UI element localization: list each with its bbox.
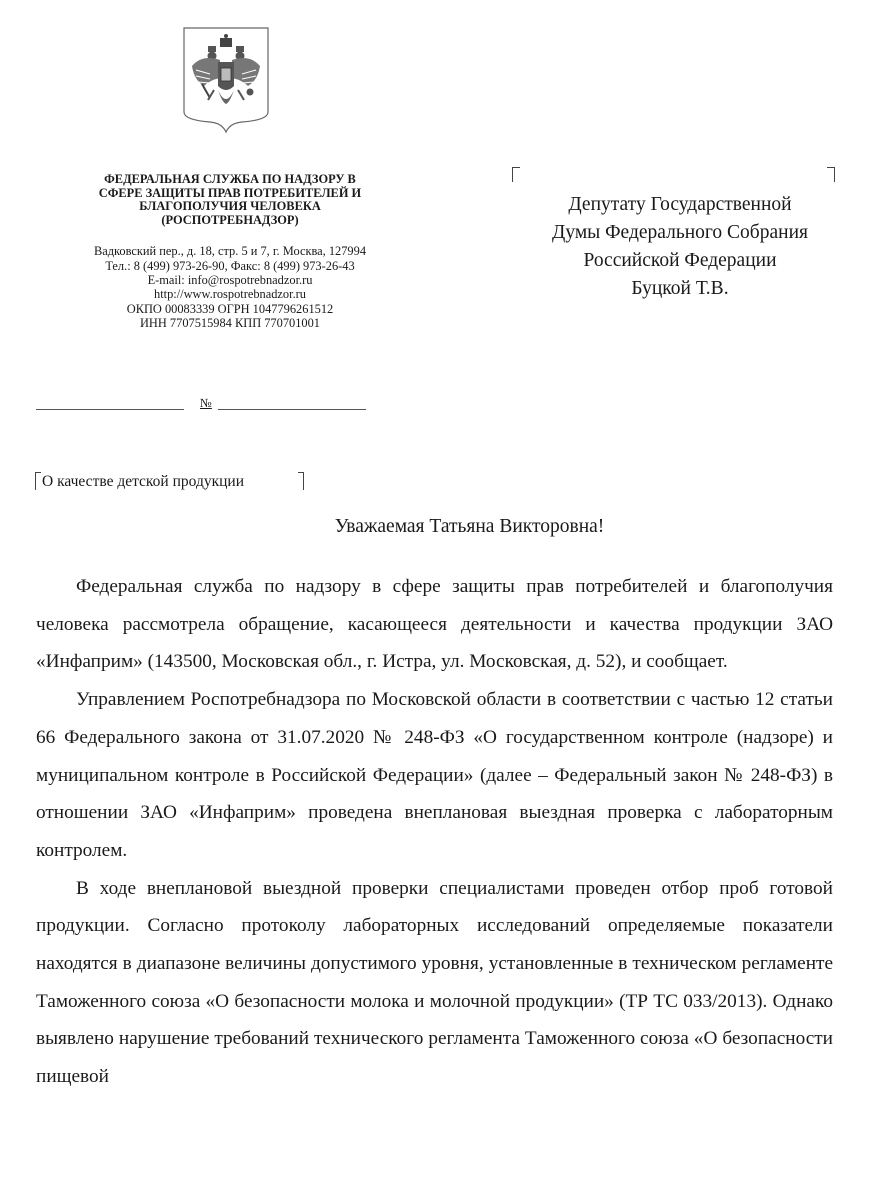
paragraph: В ходе внеплановой выездной проверки специалистами проведен отбор проб готовой продукции. Согласно протоколу лабораторных исследований определяемые показатели находятся в диапазоне величины допустимого уровня, установленные в техническом регламенте Таможенного союза «О безопасности молока и молочной продукции» (ТР ТС 033/2013). Однако выявлено нарушение требований технического регламента Таможенного союза «О безопасности пищевой <box>36 877 833 1088</box>
phone-fax: Тел.: 8 (499) 973-26-90, Факс: 8 (499) 973-26-43 <box>105 258 355 273</box>
subject-corner-left <box>35 472 41 490</box>
addressee: Депутату Государственной Думы Федерального Собрания Российской Федерации Буцкой Т.В. <box>552 194 808 299</box>
paragraph: Федеральная служба по надзору в сфере защиты прав потребителей и благополучия человека рассмотрела обращение, касающееся деятельности и качества продукции ЗАО «Инфаприм» (143500, Московская обл., г. Истра, ул. Московская, д. 52), и сообщает. <box>36 576 833 673</box>
subject-line: О качестве детской продукции <box>42 473 244 490</box>
letterhead <box>40 173 420 330</box>
website: http://www.rospotrebnadzor.ru <box>154 287 306 302</box>
addressee-corner-right <box>827 167 835 182</box>
greeting: Уважаемая Татьяна Викторовна! <box>334 516 605 537</box>
date-blank <box>36 409 184 410</box>
organization-name: ФЕДЕРАЛЬНАЯ СЛУЖБА ПО НАДЗОРУ В СФЕРЕ ЗАЩИТЫ ПРАВ ПОТРЕБИТЕЛЕЙ И БЛАГОПОЛУЧИЯ ЧЕЛОВЕКА (РОСПОТРЕБНАДЗОР) <box>98 172 362 227</box>
addressee-corner-left <box>512 167 520 182</box>
address: Вадковский пер., д. 18, стр. 5 и 7, г. Москва, 127994 <box>93 244 367 259</box>
inn-kpp: ИНН 7707515984 КПП 770701001 <box>139 315 320 330</box>
subject-corner-right <box>298 472 304 490</box>
letter-body <box>36 568 833 1096</box>
organization-contacts <box>40 244 420 330</box>
registration-line <box>36 396 368 414</box>
number-sign: № <box>200 396 212 410</box>
paragraph: Управлением Роспотребнадзора по Московской области в соответствии с частью 12 статьи 66 Федерального закона от 31.07.2020 № 248-ФЗ «О государственном контроле (надзоре) и муниципальном контроле в Российской Федерации» (далее – Федеральный закон № 248-ФЗ) в отношении ЗАО «Инфаприм» проведена внеплановая выездная проверка с лабораторным контролем. <box>36 689 833 861</box>
email: E-mail: info@rospotrebnadzor.ru <box>147 272 313 287</box>
okpo-ogrn: ОКПО 00083339 ОГРН 1047796261512 <box>126 301 334 316</box>
russian-coat-of-arms-icon <box>180 24 272 136</box>
number-blank <box>218 409 366 410</box>
